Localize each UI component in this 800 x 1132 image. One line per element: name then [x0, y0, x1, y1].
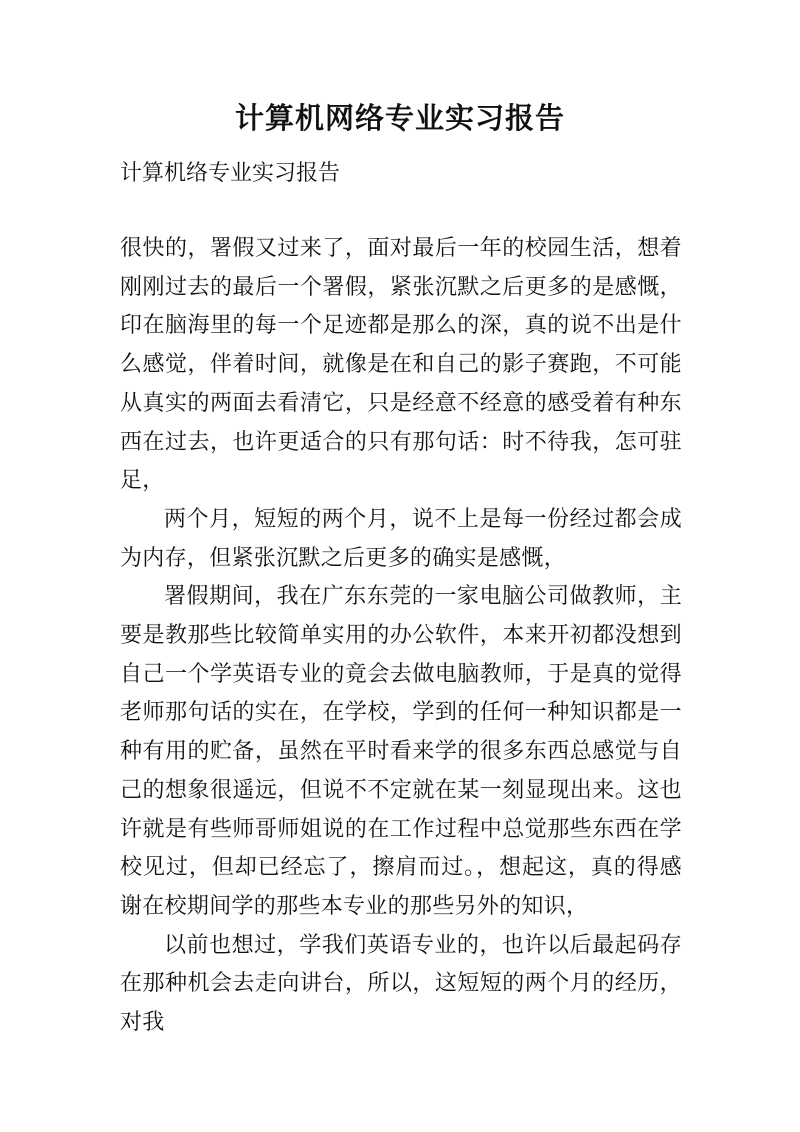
document-subtitle: 计算机络专业实习报告	[120, 161, 341, 186]
paragraph-4: 以前也想过，学我们英语专业的，也许以后最起码存在那种机会去走向讲台，所以，这短短的两个月的经历，对我	[120, 932, 682, 1036]
document-title: 计算机网络专业实习报告	[234, 101, 565, 135]
paragraph-1: 很快的，署假又过来了，面对最后一年的校园生活，想着刚刚过去的最后一个署假，紧张沉默之后更多的是感慨，印在脑海里的每一个足迹都是那么的深，真的说不出是什么感觉，伴着时间，就像是在和自己的影子赛跑，不可能从真实的两面去看清它，只是经意不经意的感受着有种东西在过去，也许更适合的只有那句话：时不待我，怎可驻足，	[120, 236, 682, 494]
document-body	[120, 230, 682, 1043]
paragraph-3: 署假期间，我在广东东莞的一家电脑公司做教师，主要是教那些比较简单实用的办公软件，本来开初都没想到自己一个学英语专业的竟会去做电脑教师，于是真的觉得老师那句话的实在，在学校，学到的任何一种知识都是一种有用的贮备，虽然在平时看来学的很多东西总感觉与自己的想象很遥远，但说不不定就在某一刻显现出来。这也许就是有些师哥师姐说的在工作过程中总觉那些东西在学校见过，但却已经忘了，擦肩而过。，想起这，真的得感谢在校期间学的那些本专业的那些另外的知识，	[120, 584, 682, 919]
paragraph-2: 两个月，短短的两个月，说不上是每一份经过都会成为内存，但紧张沉默之后更多的确实是感慨，	[120, 506, 682, 571]
